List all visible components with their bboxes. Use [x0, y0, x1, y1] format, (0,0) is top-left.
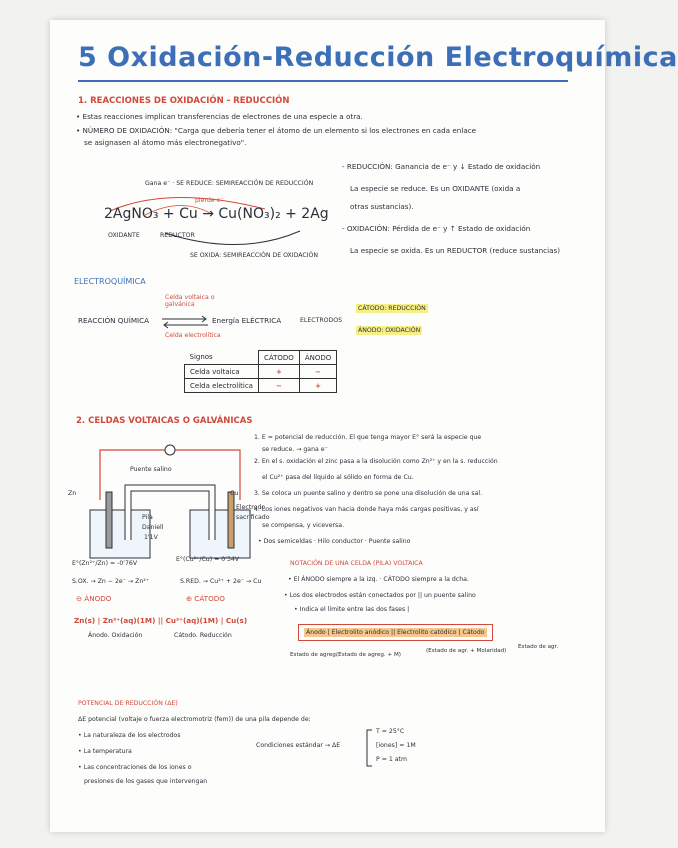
catodo-sign: ⊕ CÁTODO — [186, 594, 225, 603]
pierde-note: pierde e⁻ — [195, 197, 224, 204]
e-cu: E°(Cu²⁺/Cu) = 0'34V — [176, 556, 240, 563]
row-anodo-sign: + — [299, 379, 336, 393]
oxidacion-def: - OXIDACIÓN: Pérdida de e⁻ y ↑ Estado de oxidación — [342, 224, 531, 233]
potencial-item-3: • Las concentraciones de los iones o — [78, 764, 192, 771]
point-1: 1. E = potencial de reducción. El que tenga mayor E° será la especie que — [254, 434, 482, 441]
sub-d: Estado de agr. — [518, 644, 559, 650]
row-label: Celda electrolítica — [185, 379, 259, 393]
bracket-icon — [364, 728, 374, 768]
row-catodo-sign: + — [258, 365, 299, 379]
cell-notation: Zn(s) | Zn²⁺(aq)(1M) || Cu²⁺(aq)(1M) | Cu(s) — [74, 616, 248, 625]
point-4: 4. Los iones negativos van hacia donde haya más cargas positivas, y así — [254, 506, 479, 513]
title-underline — [78, 80, 568, 82]
catodo-reduccion-label: Cátodo. Reducción — [174, 632, 232, 639]
electrodos-label: ELECTRODOS — [300, 317, 343, 324]
catodo-reduccion: CÁTODO: REDUCCIÓN — [358, 305, 426, 312]
oxidante-label: OXIDANTE — [108, 232, 140, 239]
sec1-bullet2a: • NÚMERO DE OXIDACIÓN: "Carga que debería tener el átomo de un elemento si los electrones en cada enlace — [76, 126, 477, 135]
cond-temp: T = 25°C — [376, 728, 405, 735]
point-2: 2. En el s. oxidación el zinc pasa a la disolución como Zn²⁺ y en la s. reducción — [254, 458, 498, 465]
reaccion-quimica: REACCIÓN QUÍMICA — [78, 316, 150, 325]
potencial-item-4: presiones de los gases que intervengan — [84, 778, 208, 785]
reduccion-desc: La especie se reduce. Es un OXIDANTE (oxida a — [350, 184, 521, 193]
cond-iones: [iones] = 1M — [376, 742, 416, 749]
electro-heading: ELECTROQUÍMICA — [74, 277, 146, 286]
point-1b: se reduce. → gana e⁻ — [262, 446, 328, 453]
potencial-item-1: • La naturaleza de los electrodos — [78, 732, 181, 739]
notacion-3: • Indica el límite entre las dos fases | — [294, 606, 410, 613]
electrodo-label: Electrodo — [236, 504, 266, 511]
point-2b: el Cu²⁺ pasa del líquido al sólido en forma de Cu. — [262, 474, 414, 481]
cond-pressure: P = 1 atm — [376, 756, 407, 763]
row-anodo-sign: − — [299, 365, 336, 379]
potencial-heading: POTENCIAL DE REDUCCIÓN (ΔE) — [78, 700, 178, 707]
sec1-bullet1: • Estas reacciones implican transferencias de electrones de una especie a otra. — [76, 112, 363, 121]
page-title: 5 Oxidación-Reducción Electroquímica — [78, 42, 678, 73]
cu-label: Cu — [230, 490, 239, 497]
row-catodo-sign: − — [258, 379, 299, 393]
celda-voltaica-label: Celda voltaica o galvánica — [165, 294, 215, 308]
reduccion-desc2: otras sustancias). — [350, 202, 414, 211]
ox-half-reaction: S.OX. → Zn − 2e⁻ → Zn²⁺ — [72, 578, 150, 585]
reduction-note: Gana e⁻ · SE REDUCE: SEMIREACCIÓN DE REDUCCIÓN — [145, 180, 314, 187]
daniell-label: Daniell — [142, 524, 164, 531]
pila-label: Pila — [142, 514, 153, 521]
point-3: 3. Se coloca un puente salino y dentro se pone una disolución de una sal. — [254, 490, 483, 497]
sub-a: Estado de agreg. — [290, 652, 338, 658]
voltage-label: 1'1V — [144, 534, 158, 541]
potencial-line1: ΔE potencial (voltaje o fuerza electromotriz (fem)) de una pila depende de: — [78, 716, 311, 723]
puente-salino-label: Puente salino — [130, 466, 172, 473]
signs-header: Signos — [189, 353, 213, 362]
energia-electrica: Energía ELÉCTRICA — [212, 316, 282, 325]
potencial-item-2: • La temperatura — [78, 748, 132, 755]
notation-box: Ánodo | Electrolito anódico || Electrolito catódico | Cátodo — [306, 629, 485, 636]
e-zn: E°(Zn²⁺/Zn) = -0'76V — [72, 560, 138, 567]
point-4b: se compensa, y viceversa. — [262, 522, 345, 529]
celda-electrolitica-label: Celda electrolítica — [165, 332, 221, 339]
catodo-header: CÁTODO — [258, 351, 299, 365]
row-label: Celda voltaica — [185, 365, 259, 379]
sec1-bullet2b: se asignasen al átomo más electronegativo". — [84, 138, 247, 147]
notacion-1: • El ÁNODO siempre a la izq. · CÁTODO siempre a la dcha. — [288, 576, 469, 583]
anodo-header: ÁNODO — [299, 351, 336, 365]
section2-heading: 2. CELDAS VOLTAICAS O GALVÁNICAS — [76, 416, 253, 426]
section1-heading: 1. REACCIONES DE OXIDACIÓN - REDUCCIÓN — [78, 96, 290, 106]
anodo-oxidacion-label: Ánodo. Oxidación — [88, 632, 143, 639]
oxidation-note: SE OXIDA: SEMIREACCIÓN DE OXIDACIÓN — [190, 252, 319, 259]
sub-c: (Estado de agr. + Molaridad) — [426, 648, 507, 654]
sacrificado-label: sacrificado — [236, 514, 270, 521]
voltaic-cell-diagram — [70, 430, 270, 570]
notacion-heading: NOTACIÓN DE UNA CELDA (PILA) VOLTAICA — [290, 560, 423, 567]
reductor-label: REDUCTOR — [160, 232, 195, 239]
reduccion-def: - REDUCCIÓN: Ganancia de e⁻ y ↓ Estado de oxidación — [342, 162, 541, 171]
anodo-sign: ⊖ ÁNODO — [76, 594, 112, 603]
red-half-reaction: S.RED. → Cu²⁺ + 2e⁻ → Cu — [180, 578, 262, 585]
condiciones-label: Condiciones estándar → ΔE — [256, 742, 341, 749]
oxidacion-desc: La especie se oxida. Es un REDUCTOR (reduce sustancias) — [350, 246, 561, 255]
anodo-oxidacion: ÁNODO: OXIDACIÓN — [358, 327, 421, 334]
sub-b: (Estado de agreg. + M) — [336, 652, 401, 658]
redox-reaction: 2AgNO₃ + Cu → Cu(NO₃)₂ + 2Ag — [104, 206, 329, 222]
signs-table — [184, 350, 337, 393]
zn-label: Zn — [68, 490, 77, 497]
notebook-page — [50, 20, 678, 832]
point-components: • Dos semiceldas · Hilo conductor · Puente salino — [258, 538, 411, 545]
double-arrow-icon — [160, 314, 210, 330]
notacion-2: • Los dos electrodos están conectados por || un puente salino — [284, 592, 476, 599]
